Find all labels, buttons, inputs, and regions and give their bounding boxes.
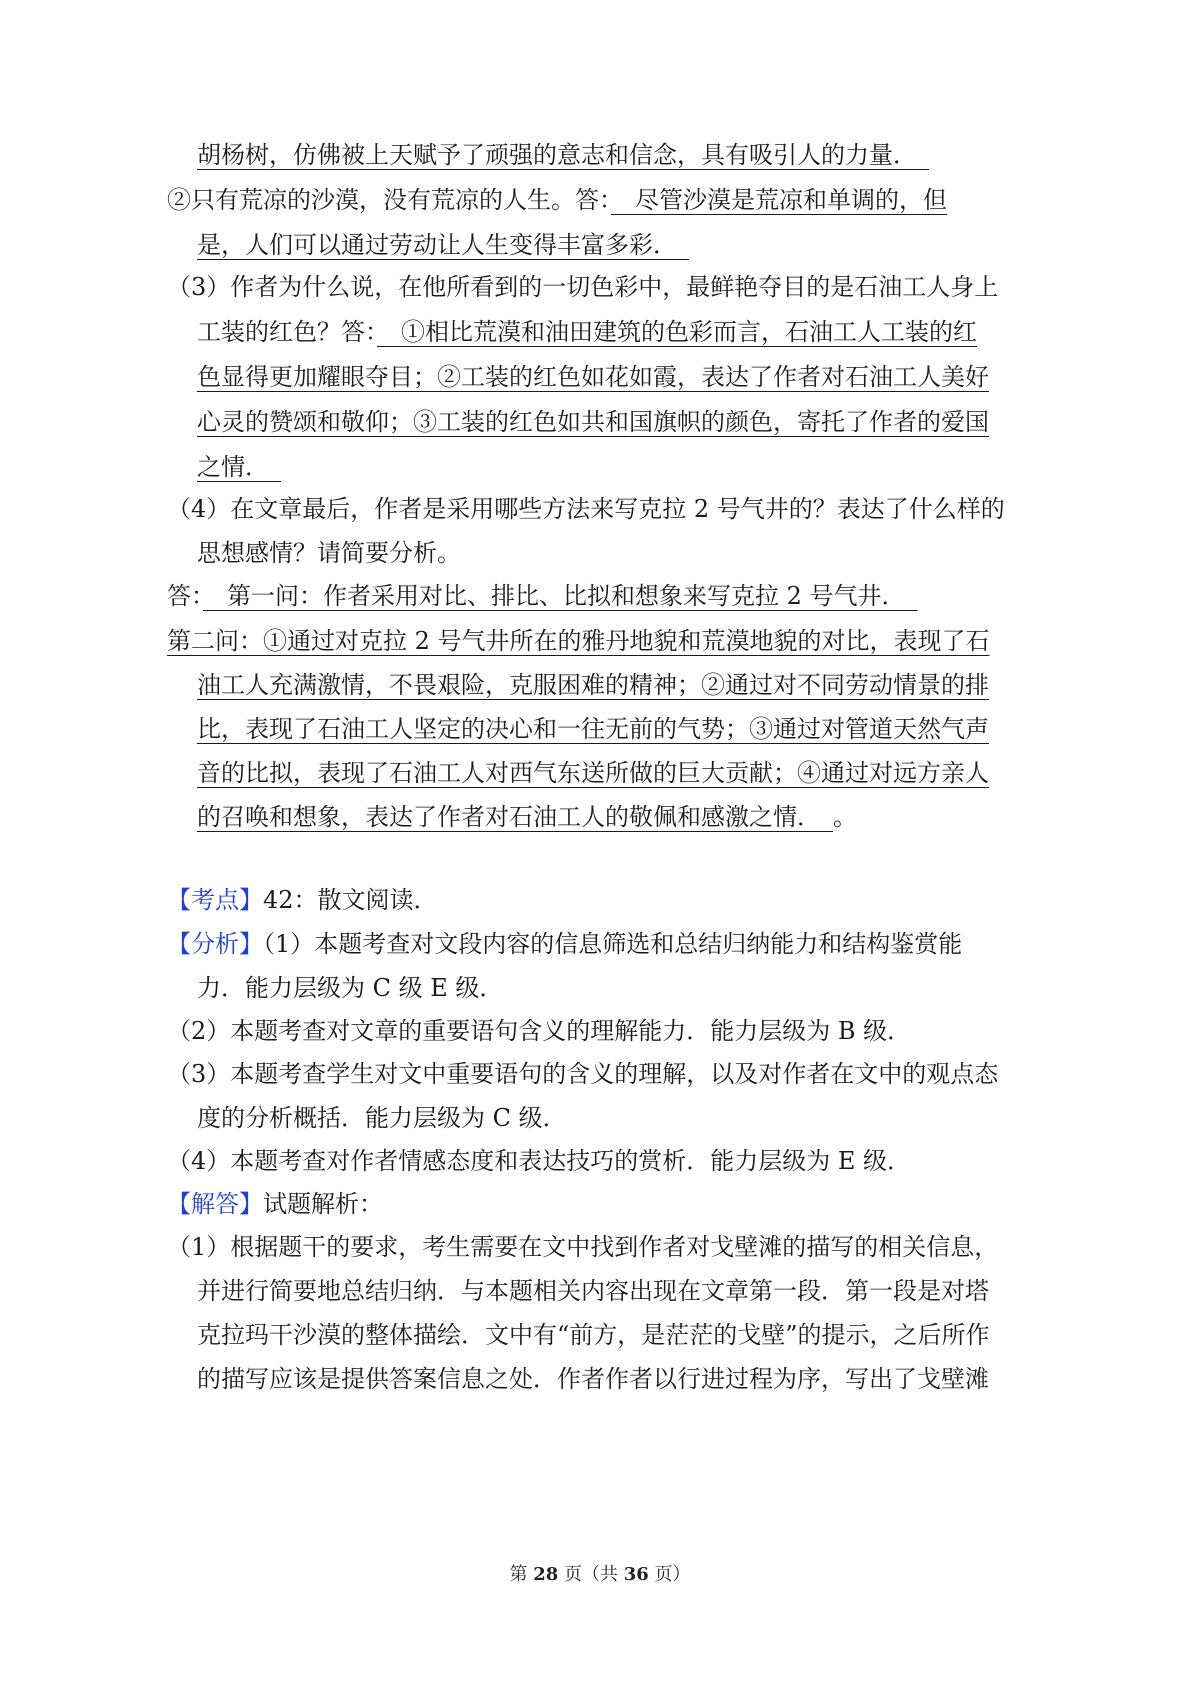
fenxi-text: 度的分析概括．能力层级为 C 级．	[197, 1104, 567, 1132]
jieda-text: 的描写应该是提供答案信息之处．作者作者以行进过程为序，写出了戈壁滩	[197, 1365, 989, 1393]
answer-4-line-6	[197, 800, 857, 834]
page-footer	[0, 1560, 1200, 1586]
fenxi-text: 力．能力层级为 C 级 E 级．	[197, 974, 504, 1002]
answer-label: 答：	[167, 582, 203, 610]
answer-4-line-5	[197, 756, 989, 790]
question-3-line-1	[167, 270, 998, 304]
question-text: ②只有荒凉的沙漠，没有荒凉的人生。答：	[167, 186, 611, 214]
answer-4-line-2	[167, 624, 990, 658]
footer-suffix: 页）	[654, 1564, 691, 1585]
footer-middle: 页（共	[564, 1564, 618, 1585]
jieda-text: （1）根据题干的要求，考生需要在文中找到作者对戈壁滩的描写的相关信息，	[167, 1233, 999, 1261]
jieda-text: 并进行简要地总结归纳．与本题相关内容出现在文章第一段．第一段是对塔	[197, 1277, 989, 1305]
answer-line	[197, 405, 989, 439]
answer-text: ①相比荒漠和油田建筑的色彩而言，石油工人工装的红	[401, 318, 977, 346]
jieda-line-3	[197, 1318, 990, 1352]
fenxi-line-3	[167, 1014, 911, 1048]
answer-text: 色显得更加耀眼夺目；②工装的红色如花如霞，表达了作者对石油工人美好	[197, 363, 989, 391]
answer-line-2	[167, 183, 947, 217]
jieda-line-4	[197, 1362, 989, 1396]
answer-line	[197, 450, 281, 484]
jieda-tag: 【解答】	[167, 1190, 263, 1218]
answer-text: 油工人充满激情，不畏艰险，克服困难的精神；②通过对不同劳动情景的排	[197, 671, 989, 699]
question-3-line-2	[197, 315, 977, 349]
answer-text: 之情．	[197, 453, 257, 481]
question-text: 工装的红色？答：	[197, 318, 377, 346]
answer-text: 第一问：作者采用对比、排比、比拟和想象来写克拉 2 号气井．	[227, 582, 894, 610]
fenxi-text: （3）本题考查学生对文中重要语句的含义的理解，以及对作者在文中的观点态	[167, 1060, 999, 1088]
fenxi-line-6	[167, 1144, 911, 1178]
page-number: 28	[533, 1564, 559, 1585]
jieda-line-2	[197, 1274, 989, 1308]
fenxi-line-1	[167, 927, 962, 961]
answer-text: 的召唤和想象，表达了作者对石油工人的敬佩和感激之情．	[197, 803, 809, 831]
kaodian-line	[167, 883, 438, 917]
fenxi-text: （2）本题考查对文章的重要语句含义的理解能力．能力层级为 B 级．	[167, 1017, 912, 1045]
answer-text: 第二问：①通过对克拉 2 号气井所在的雅丹地貌和荒漠地貌的对比，表现了石	[167, 627, 990, 655]
question-text: 思想感情？请简要分析。	[197, 539, 461, 567]
fenxi-line-5	[197, 1101, 567, 1135]
answer-line-1	[197, 138, 929, 172]
kaodian-text: 42：散文阅读．	[263, 886, 438, 914]
answer-4-line-1	[167, 579, 918, 613]
jieda-line	[167, 1187, 383, 1221]
jieda-text: 克拉玛干沙漠的整体描绘．文中有“前方，是茫茫的戈壁”的提示，之后所作	[197, 1321, 990, 1349]
footer-prefix: 第	[509, 1564, 528, 1585]
jieda-text: 试题解析：	[263, 1190, 383, 1218]
fenxi-text: （1）本题考查对文段内容的信息筛选和总结归纳能力和结构鉴赏能	[263, 930, 963, 958]
question-4-line-1	[167, 492, 1005, 526]
kaodian-tag: 【考点】	[167, 886, 263, 914]
answer-text: 比，表现了石油工人坚定的决心和一往无前的气势；③通过对管道天然气声	[197, 715, 989, 743]
answer-text: 心灵的赞颂和敬仰；③工装的红色如共和国旗帜的颜色，寄托了作者的爱国	[197, 408, 989, 436]
fenxi-line-4	[167, 1057, 998, 1091]
fenxi-text: （4）本题考查对作者情感态度和表达技巧的赏析．能力层级为 E 级．	[167, 1147, 912, 1175]
question-4-line-2	[197, 536, 461, 570]
fenxi-tag: 【分析】	[167, 930, 263, 958]
answer-line	[197, 360, 989, 394]
answer-text: 胡杨树，仿佛被上天赋予了顽强的意志和信念，具有吸引人的力量．	[197, 141, 905, 169]
answer-text: 尽管沙漠是荒凉和单调的，但	[635, 186, 947, 214]
question-text: （3）作者为什么说，在他所看到的一切色彩中，最鲜艳夺目的是石油工人身上	[167, 273, 999, 301]
answer-4-line-4	[197, 712, 989, 746]
answer-line-3	[197, 228, 689, 262]
period-mark: 。	[833, 803, 857, 831]
question-text: （4）在文章最后，作者是采用哪些方法来写克拉 2 号气井的？表达了什么样的	[167, 495, 1005, 523]
answer-text: 是，人们可以通过劳动让人生变得丰富多彩．	[197, 231, 665, 259]
answer-text: 音的比拟，表现了石油工人对西气东送所做的巨大贡献；④通过对远方亲人	[197, 759, 989, 787]
fenxi-line-2	[197, 971, 503, 1005]
answer-4-line-3	[197, 668, 989, 702]
total-pages: 36	[623, 1564, 649, 1585]
jieda-line-1	[167, 1230, 998, 1264]
